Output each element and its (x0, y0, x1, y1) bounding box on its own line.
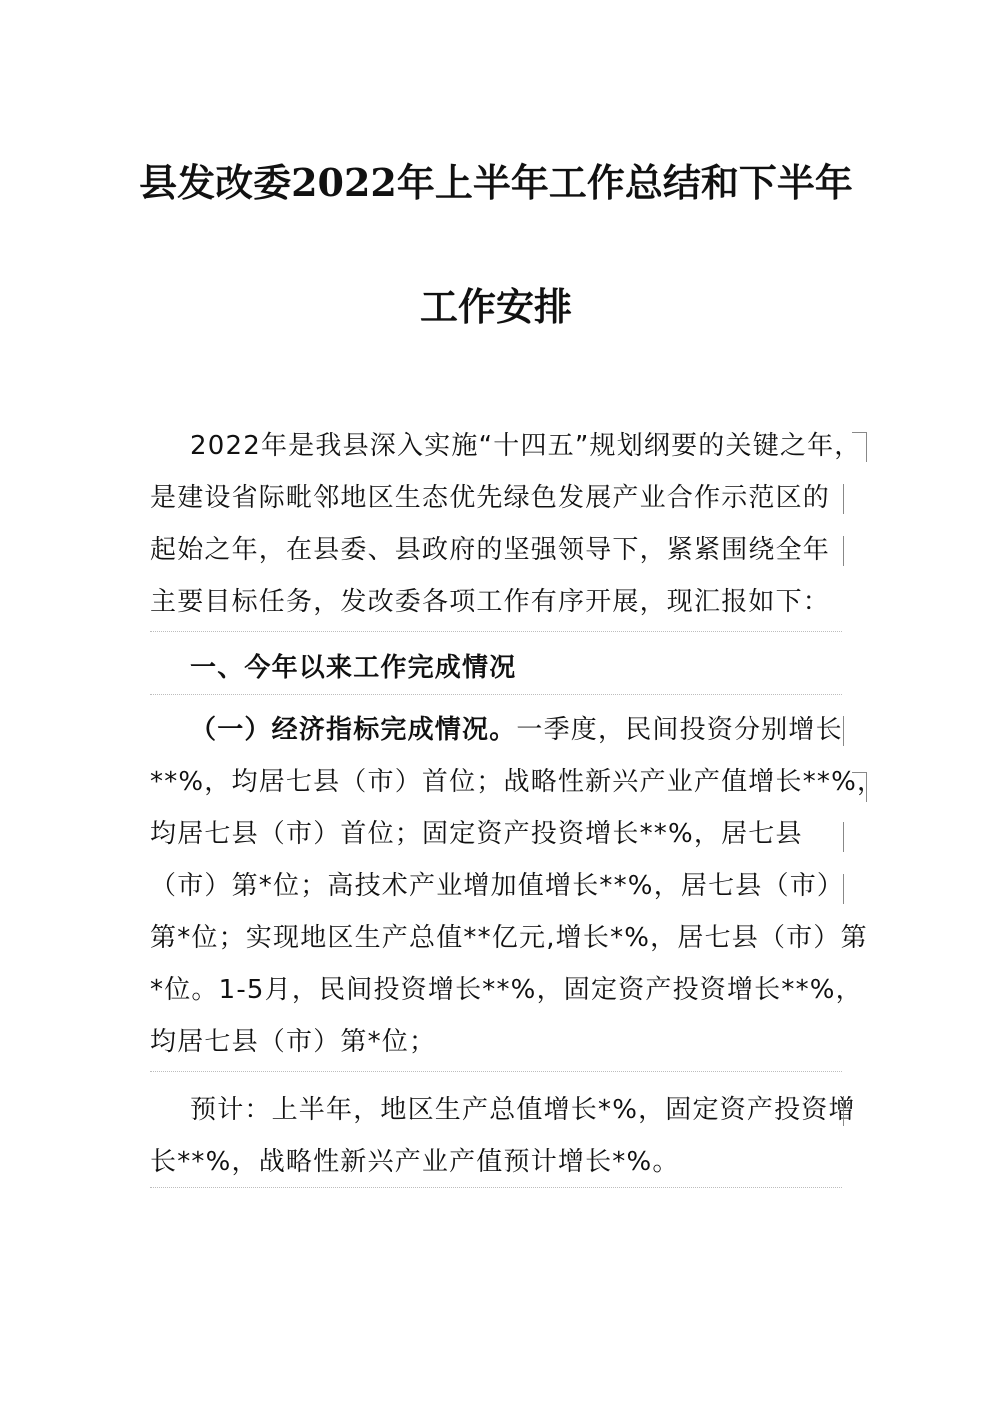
indicators-line: 第*位；实现地区生产总值**亿元,增长*%，居七县（市）第 (150, 923, 868, 953)
forecast-line: 长**%，战略性新兴产业产值预计增长*%。 (150, 1147, 680, 1177)
margin-mark (843, 874, 844, 904)
indicators-line (150, 704, 850, 756)
subsection-heading: （一）经济指标完成情况。 (190, 715, 517, 745)
indicators-line-text: 一季度，民间投资分别增长 (516, 715, 843, 745)
margin-mark (843, 1096, 844, 1126)
paragraph-divider (150, 1071, 842, 1072)
paragraph-divider (150, 694, 842, 695)
intro-line: 2022年是我县深入实施“十四五”规划纲要的关键之年， (190, 431, 862, 461)
paragraph-divider (150, 631, 842, 632)
document-title-line-2: 工作安排 (419, 284, 572, 329)
indicators-line: **%，均居七县（市）首位；战略性新兴产业产值增长**%， (150, 767, 885, 797)
margin-mark (852, 772, 866, 773)
indicators-line: *位。1-5月，民间投资增长**%，固定资产投资增长**%， (150, 975, 863, 1005)
margin-mark (843, 536, 844, 566)
section-heading-text: 一、今年以来工作完成情况 (190, 653, 517, 683)
indicators-line: 均居七县（市）首位；固定资产投资增长**%，居七县 (150, 819, 803, 849)
margin-mark (866, 432, 867, 462)
margin-mark (866, 772, 867, 802)
margin-mark (843, 822, 844, 852)
intro-line: 起始之年，在县委、县政府的坚强领导下，紧紧围绕全年 (150, 535, 831, 565)
forecast-paragraph (150, 1084, 856, 1188)
indicators-line: 均居七县（市）第*位； (150, 1027, 437, 1057)
margin-mark (843, 716, 844, 746)
forecast-line: 预计：上半年，地区生产总值增长*%，固定资产投资增 (190, 1095, 856, 1125)
margin-mark (843, 484, 844, 514)
indicators-paragraph (150, 704, 885, 1068)
margin-mark (852, 432, 866, 433)
intro-line: 主要目标任务，发改委各项工作有序开展，现汇报如下： (150, 587, 831, 617)
indicators-line: （市）第*位；高技术产业增加值增长**%，居七县（市） (150, 871, 845, 901)
document-title-line-1: 县发改委2022年上半年工作总结和下半年 (139, 160, 853, 205)
intro-paragraph (150, 420, 862, 628)
intro-line: 是建设省际毗邻地区生态优先绿色发展产业合作示范区的 (150, 483, 831, 513)
paragraph-divider (150, 1187, 842, 1188)
section-heading (150, 642, 850, 694)
